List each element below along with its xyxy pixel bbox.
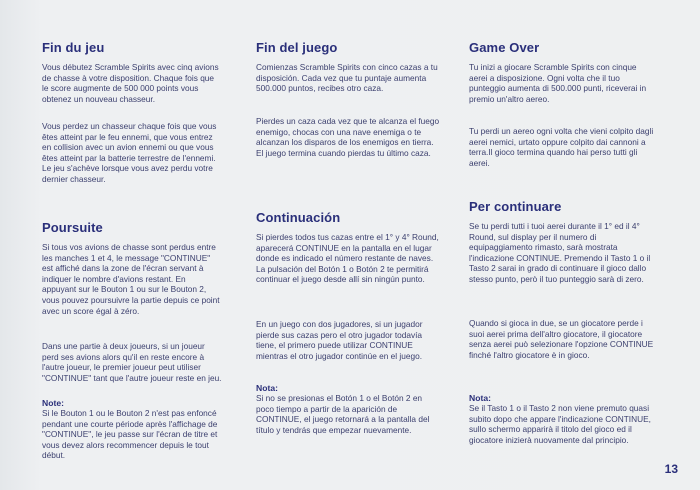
heading-game-over: Game Over xyxy=(469,40,540,55)
note-label: Nota: xyxy=(256,383,278,393)
paragraph: Pierdes un caza cada vez que te alcanza el fuego enemigo, chocas con una nave enemiga o te alcanzan los disparos de los enemigos en tierra. El juego termina cuando pierdas tu último caza. xyxy=(256,116,440,158)
paragraph: Si tous vos avions de chasse sont perdus entre les manches 1 et 4, le message "CONTINUE" est affiché dans la zone de l'écran servant à indiquer le nombre d'avions restant. En appuyant sur le Bouton 1 ou sur le Bouton 2, vous pouvez poursuivre la partie depuis ce point avec un score égal à zéro. xyxy=(42,242,220,316)
paragraph: Vous débutez Scramble Spirits avec cinq avions de chasse à votre disposition. Chaque fois que le score augmente de 500 000 points vous obtenez un nouveau chasseur. xyxy=(42,62,219,104)
paragraph: Si pierdes todos tus cazas entre el 1° y 4° Round, aparecerá CONTINUE en la pantalla en el lugar donde es indicado el número restante de naves. La pulsación del Botón 1 o Botón 2 te permitirá continuar el juego desde allí sin ningún punto. xyxy=(256,232,439,285)
heading-fin-del-juego: Fin del juego xyxy=(256,40,338,55)
note-text: Si no se presionas el Botón 1 o el Botón 2 en poco tiempo a partir de la aparición de CONTINUE, el juego retornará a la pantalla del título y tendrás que empezar nuevamente. xyxy=(256,393,430,435)
note-label: Note: xyxy=(42,398,64,408)
heading-per-continuare: Per continuare xyxy=(469,199,562,214)
paragraph: Tu perdi un aereo ogni volta che vieni colpito dagli aerei nemici, urtato oppure colpito dai cannoni a terra.Il gioco termina quando hai perso tutti gli aerei. xyxy=(469,126,654,168)
paragraph: Vous perdez un chasseur chaque fois que vous êtes atteint par le feu ennemi, que vous entrez en collision avec un avion ennemi ou que vous êtes atteint par la batterie terrestre de l'ennemi. Le jeu s'achève lorsque vous avez perdu votre dernier chasseur. xyxy=(42,121,217,184)
heading-poursuite: Poursuite xyxy=(42,220,103,235)
note-text: Se il Tasto 1 o il Tasto 2 non viene premuto quasi subito dopo che appare l'indicazione CONTINUE, sullo schermo apparirà il titolo del gioco ed il giocatore inizierà nuovamente dal principio. xyxy=(469,403,651,445)
paragraph: Comienzas Scramble Spirits con cinco cazas a tu disposición. Cada vez que tu puntaje aumenta 500.000 puntos, recibes otro caza. xyxy=(256,62,438,94)
note-label: Nota: xyxy=(469,393,491,403)
heading-continuacion: Continuación xyxy=(256,210,341,225)
paragraph: Se tu perdi tutti i tuoi aerei durante il 1° ed il 4° Round, sul display per il numero di equipaggiamento rimasto, sarà mostrata l'indicazione CONTINUE. Premendo il Tasto 1 o il Tasto 2 sarai in grado di continuare il gioco dallo stesso punto, però il tuo punteggio sarà di zero. xyxy=(469,221,651,284)
note-text: Si le Bouton 1 ou le Bouton 2 n'est pas enfoncé pendant une courte période après l'affichage de "CONTINUE", le jeu passe sur l'écran de titre et vous devez alors recommencer depuis le tout début. xyxy=(42,408,218,461)
heading-fin-du-jeu: Fin du jeu xyxy=(42,40,105,55)
paragraph: Tu inizi a giocare Scramble Spirits con cinque aerei a disposizione. Ogni volta che il tuo punteggio aumenta di 500.000 punti, riceverai in premio un'altro aereo. xyxy=(469,62,647,104)
paragraph: Quando si gioca in due, se un giocatore perde i suoi aerei prima dell'altro giocatore, il giocatore senza aerei può selezionare l'opzione CONTINUE finché l'altro giocatore è in gioco. xyxy=(469,318,654,360)
page-number: 13 xyxy=(664,462,678,476)
paragraph: En un juego con dos jugadores, si un jugador pierde sus cazas pero el otro jugador todavía tiene, el primero puede utilizar CONTINUE mientras el otro jugador continúe en el juego. xyxy=(256,319,423,361)
paragraph: Dans une partie à deux joueurs, si un joueur perd ses avions alors qu'il en reste encore à l'autre joueur, le premier joueur peut utiliser "CONTINUE" tant que l'autre joueur reste en jeu. xyxy=(42,341,222,383)
